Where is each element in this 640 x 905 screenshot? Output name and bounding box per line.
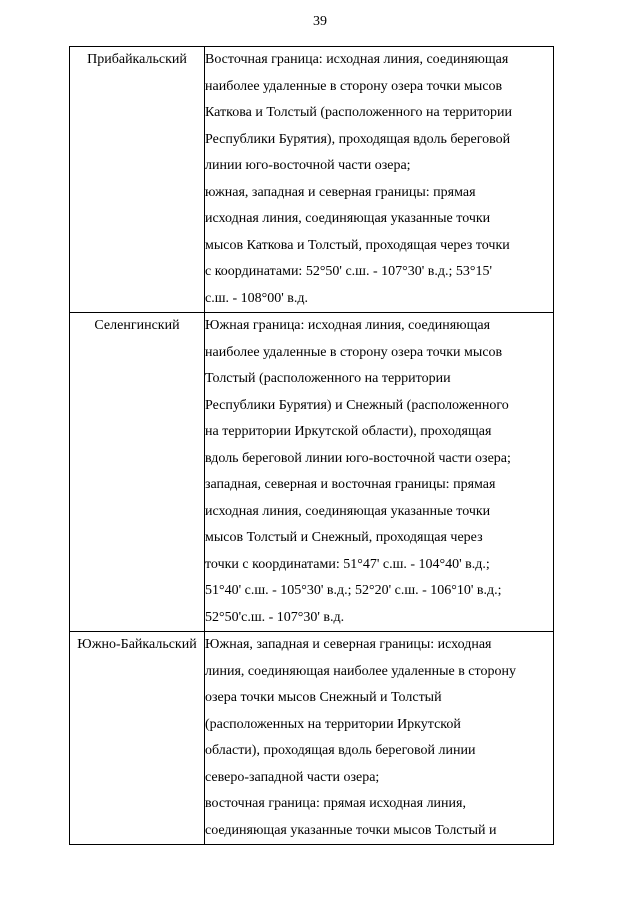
description-line: области), проходящая вдоль береговой линии	[205, 743, 476, 758]
description-line: восточная граница: прямая исходная линия,	[205, 796, 466, 811]
description-line: озера точки мысов Снежный и Толстый	[205, 690, 442, 705]
description-line: исходная линия, соединяющая указанные точки	[205, 503, 491, 519]
description-line: Восточная граница: исходная линия, соединяющая	[205, 52, 509, 67]
description-line: северо-западной части озера;	[205, 769, 380, 785]
page-number: 39	[313, 14, 327, 29]
description-line: с координатами: 52°50' с.ш. - 107°30' в.д.; 53°15'	[205, 264, 492, 279]
description-line: точки с координатами: 51°47' с.ш. - 104°40' в.д.;	[205, 556, 490, 572]
description-line: на территории Иркутской области), проходящая	[205, 424, 492, 439]
description-line: Республики Бурятия), проходящая вдоль береговой	[205, 131, 511, 147]
region-boundary-description	[205, 313, 554, 632]
region-name: Прибайкальский	[70, 47, 205, 313]
description-line: линия, соединяющая наиболее удаленные в сторону	[205, 663, 516, 679]
description-line: соединяющая указанные точки мысов Толстый и	[205, 822, 497, 838]
table-row	[70, 313, 554, 632]
region-boundary-description	[205, 47, 554, 313]
description-line: Республики Бурятия) и Снежный (расположенного	[205, 397, 509, 413]
description-line: мысов Толстый и Снежный, проходящая через	[205, 530, 483, 545]
description-line: с.ш. - 108°00' в.д.	[205, 290, 309, 306]
description-line: наиболее удаленные в сторону озера точки мысов	[205, 78, 503, 94]
description-line: исходная линия, соединяющая указанные точки	[205, 211, 491, 226]
description-line: 52°50'с.ш. - 107°30' в.д.	[205, 609, 345, 625]
description-line: южная, западная и северная границы: прямая	[205, 184, 476, 200]
description-line: Южная, западная и северная границы: исходная	[205, 637, 492, 652]
description-line: (расположенных на территории Иркутской	[205, 716, 461, 732]
description-line: линии юго-восточной части озера;	[205, 158, 411, 173]
table-row	[70, 47, 554, 313]
description-line: Каткова и Толстый (расположенного на территории	[205, 105, 512, 120]
description-line: западная, северная и восточная границы: прямая	[205, 477, 496, 492]
description-line: мысов Каткова и Толстый, проходящая через точки	[205, 237, 510, 253]
description-line: 51°40' с.ш. - 105°30' в.д.; 52°20' с.ш. - 106°10' в.д.;	[205, 583, 502, 598]
regions-table	[69, 46, 554, 845]
description-line: наиболее удаленные в сторону озера точки мысов	[205, 344, 503, 360]
description-line: Толстый (расположенного на территории	[205, 371, 451, 386]
description-line: вдоль береговой линии юго-восточной части озера;	[205, 450, 511, 466]
table-row	[70, 632, 554, 845]
region-name: Южно-Байкальский	[70, 632, 205, 845]
region-name: Селенгинский	[70, 313, 205, 632]
region-boundary-description	[205, 632, 554, 845]
description-line: Южная граница: исходная линия, соединяющая	[205, 318, 491, 333]
